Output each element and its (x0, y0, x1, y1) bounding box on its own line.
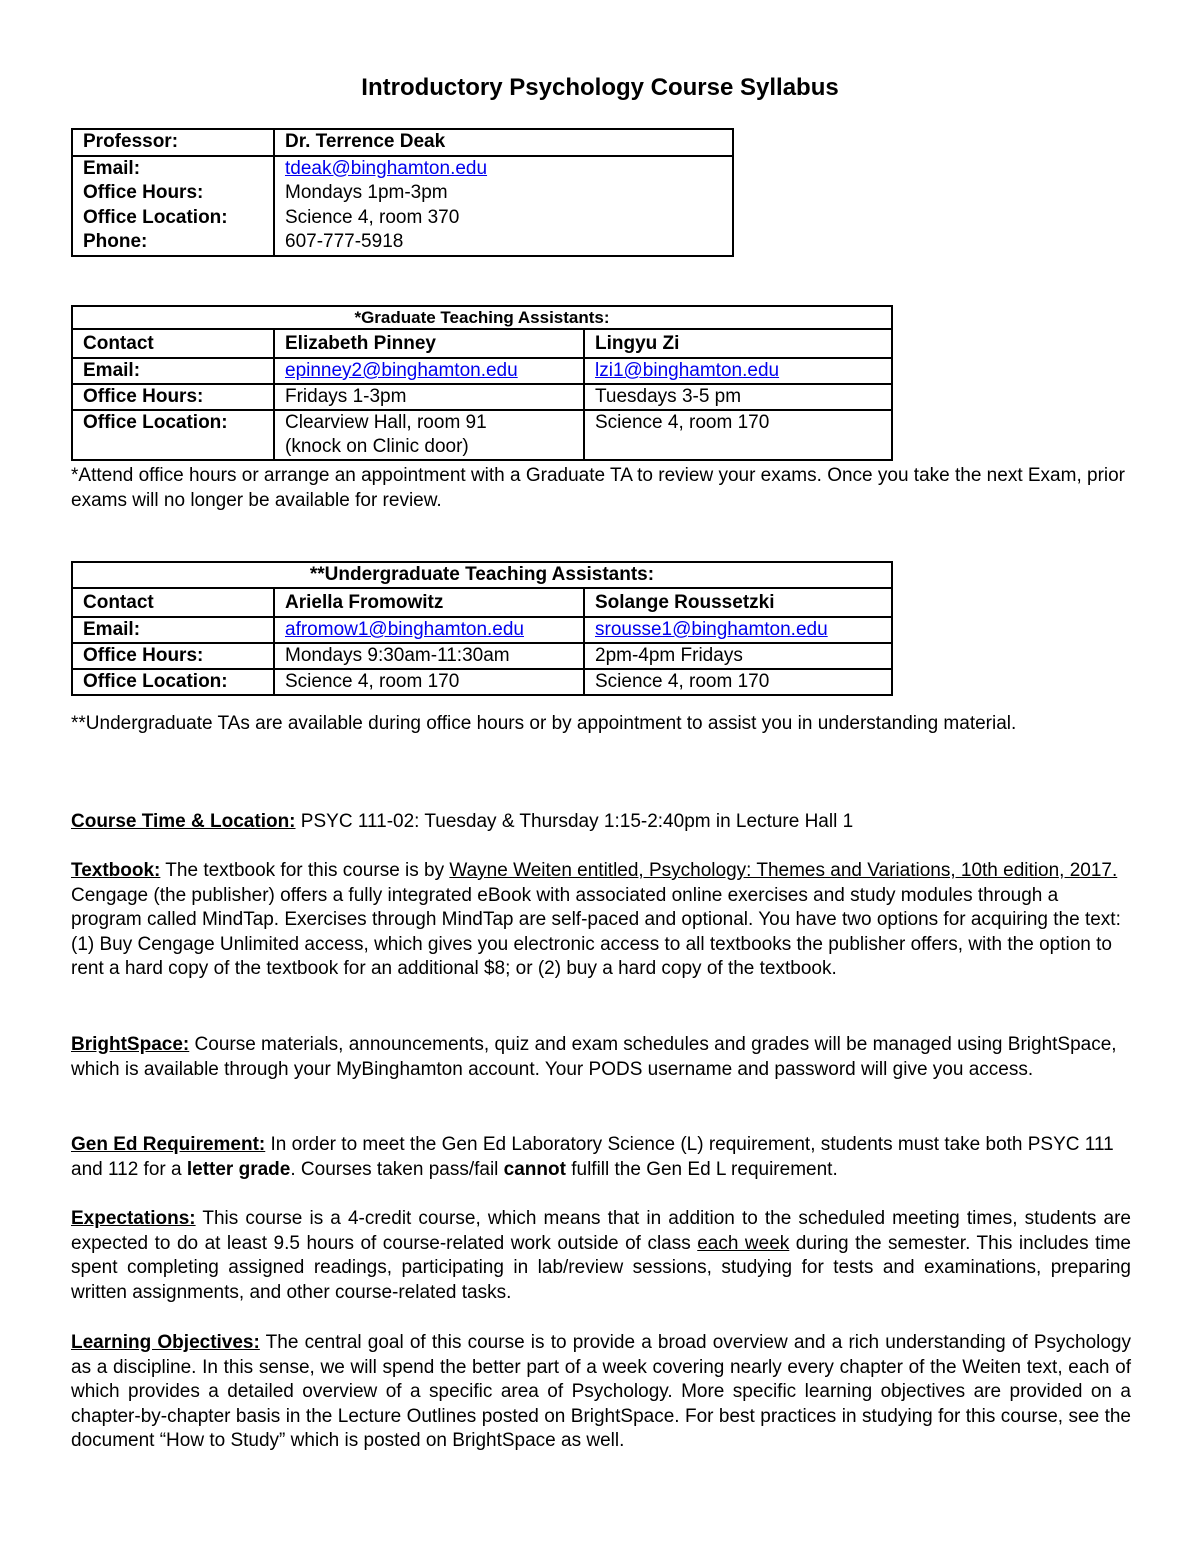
expectations-section (71, 1207, 1131, 1305)
objectives-section (71, 1331, 1131, 1454)
course-time-section (71, 810, 1131, 835)
office-location-value: Science 4, room 370 (274, 206, 733, 231)
gen-ed-text: In order to meet the Gen Ed Laboratory Science (L) requirement, students must take both PSYC 111 and 112 for a (71, 1134, 1114, 1180)
email-label: Email: (83, 157, 141, 179)
office-hours-label: Office Hours: (83, 182, 204, 204)
ta-hours: Fridays 1-3pm (274, 384, 584, 410)
gen-ed-emphasis: cannot (503, 1158, 566, 1180)
office-location-label: Office Location: (83, 206, 228, 228)
office-hours-value: Mondays 1pm-3pm (274, 181, 733, 206)
ta-location-text: Clearview Hall, room 91 (285, 412, 487, 433)
table-row (72, 129, 733, 156)
textbook-title: Wayne Weiten entitled, Psychology: Themes and Variations, 10th edition, 2017. (449, 860, 1118, 881)
grad-ta-table (71, 305, 893, 461)
contact-label: Contact (72, 588, 274, 617)
professor-name: Dr. Terrence Deak (274, 129, 733, 156)
textbook-section (71, 859, 1131, 982)
ta-name: Lingyu Zi (584, 329, 892, 358)
ta-name: Ariella Fromowitz (274, 588, 584, 617)
table-row (72, 643, 892, 669)
ta-name: Solange Roussetzki (584, 588, 892, 617)
table-row (72, 206, 733, 231)
table-row (72, 384, 892, 410)
table-row (72, 617, 892, 643)
ta-location-note: (knock on Clinic door) (285, 436, 469, 457)
table-row (72, 329, 892, 358)
expectations-label: Expectations: (71, 1208, 196, 1229)
table-row (72, 181, 733, 206)
ta-hours: 2pm-4pm Fridays (584, 643, 892, 669)
course-time-label: Course Time & Location: (71, 811, 296, 832)
gen-ed-text: . Courses taken pass/fail (290, 1158, 504, 1180)
ta-location: Science 4, room 170 (584, 669, 892, 695)
table-row (72, 410, 892, 460)
table-row (72, 562, 892, 588)
professor-email-link[interactable]: tdeak@binghamton.edu (285, 157, 488, 179)
ugrad-ta-table (71, 561, 893, 696)
textbook-text: The textbook for this course is by (160, 860, 450, 881)
gen-ed-section (71, 1133, 1131, 1182)
ta-location: Science 4, room 170 (274, 669, 584, 695)
expectations-text: during the semester. This includes time spent completing assigned readings, participating in lab/review sessions, studying for tests and examinations, preparing written assignments, and other course-related tasks. (71, 1232, 1132, 1303)
table-row (72, 358, 892, 384)
ta-location (274, 410, 584, 460)
grad-ta-header: *Graduate Teaching Assistants: (72, 306, 892, 329)
ta-email-link[interactable]: srousse1@binghamton.edu (595, 619, 828, 640)
page-title: Introductory Psychology Course Syllabus (361, 74, 839, 101)
professor-table (71, 128, 734, 257)
objectives-text: The central goal of this course is to provide a broad overview and a rich understanding of Psychology as a discipline. In this sense, we will spend the better part of a week covering nearly every chapter of the Weiten text, each of which provides a detailed overview of a specific area of Psychology. More specific learning objectives are provided on a chapter-by-chapter basis in the Lecture Outlines posted on BrightSpace. For best practices in studying for this course, see the document “How to Study” which is posted on BrightSpace as well. (71, 1332, 1131, 1452)
email-label: Email: (72, 617, 274, 643)
office-hours-label: Office Hours: (72, 384, 274, 410)
gen-ed-label: Gen Ed Requirement: (71, 1134, 266, 1155)
office-location-label: Office Location: (72, 410, 274, 460)
phone-label: Phone: (83, 231, 148, 253)
ta-hours: Tuesdays 3-5 pm (584, 384, 892, 410)
expectations-emphasis: each week (697, 1232, 790, 1254)
brightspace-text: Course materials, announcements, quiz and exam schedules and grades will be managed using BrightSpace, which is available through your MyBinghamton account. Your PODS username and password will give you access. (71, 1034, 1117, 1080)
ugrad-ta-header: **Undergraduate Teaching Assistants: (72, 562, 892, 588)
ta-location: Science 4, room 170 (584, 410, 892, 460)
office-hours-label: Office Hours: (72, 643, 274, 669)
textbook-label: Textbook: (71, 860, 161, 881)
ugrad-ta-note: **Undergraduate TAs are available during office hours or by appointment to assist you in understanding material. (71, 713, 1017, 734)
office-location-label: Office Location: (72, 669, 274, 695)
phone-value: 607-777-5918 (274, 230, 733, 256)
contact-label: Contact (72, 329, 274, 358)
table-row (72, 306, 892, 329)
table-row (72, 156, 733, 182)
ta-email-link[interactable]: epinney2@binghamton.edu (285, 360, 518, 381)
grad-ta-note: *Attend office hours or arrange an appointment with a Graduate TA to review your exams. Once you take the next Exam, prior exams will no longer be available for review. (71, 465, 1126, 511)
expectations-text: This course is a 4-credit course, which means that in addition to the scheduled meeting times, students are expected to do at least 9.5 hours of course-related work outside of class (71, 1208, 1131, 1254)
table-row (72, 230, 733, 256)
table-row (72, 588, 892, 617)
email-label: Email: (72, 358, 274, 384)
brightspace-label: BrightSpace: (71, 1034, 190, 1055)
brightspace-section (71, 1033, 1131, 1082)
gen-ed-emphasis: letter grade (186, 1158, 291, 1180)
ta-email-link[interactable]: lzi1@binghamton.edu (595, 360, 780, 381)
gen-ed-text: fulfill the Gen Ed L requirement. (565, 1158, 838, 1180)
professor-label: Professor: (72, 129, 274, 156)
table-row (72, 669, 892, 695)
ta-email-link[interactable]: afromow1@binghamton.edu (285, 619, 524, 640)
ta-name: Elizabeth Pinney (274, 329, 584, 358)
objectives-label: Learning Objectives: (71, 1332, 260, 1353)
course-time-text: PSYC 111-02: Tuesday & Thursday 1:15-2:40pm in Lecture Hall 1 (295, 811, 854, 832)
ta-hours: Mondays 9:30am-11:30am (274, 643, 584, 669)
textbook-text: Cengage (the publisher) offers a fully integrated eBook with associated online exercises and study modules through a program called MindTap. Exercises through MindTap are self-paced and optional. You have two options for acquiring the text: (1) Buy Cengage Unlimited access, which gives you electronic access to all textbooks the publisher offers, with the option to rent a hard copy of the textbook for an additional $8; or (2) buy a hard copy of the textbook. (71, 884, 1121, 980)
